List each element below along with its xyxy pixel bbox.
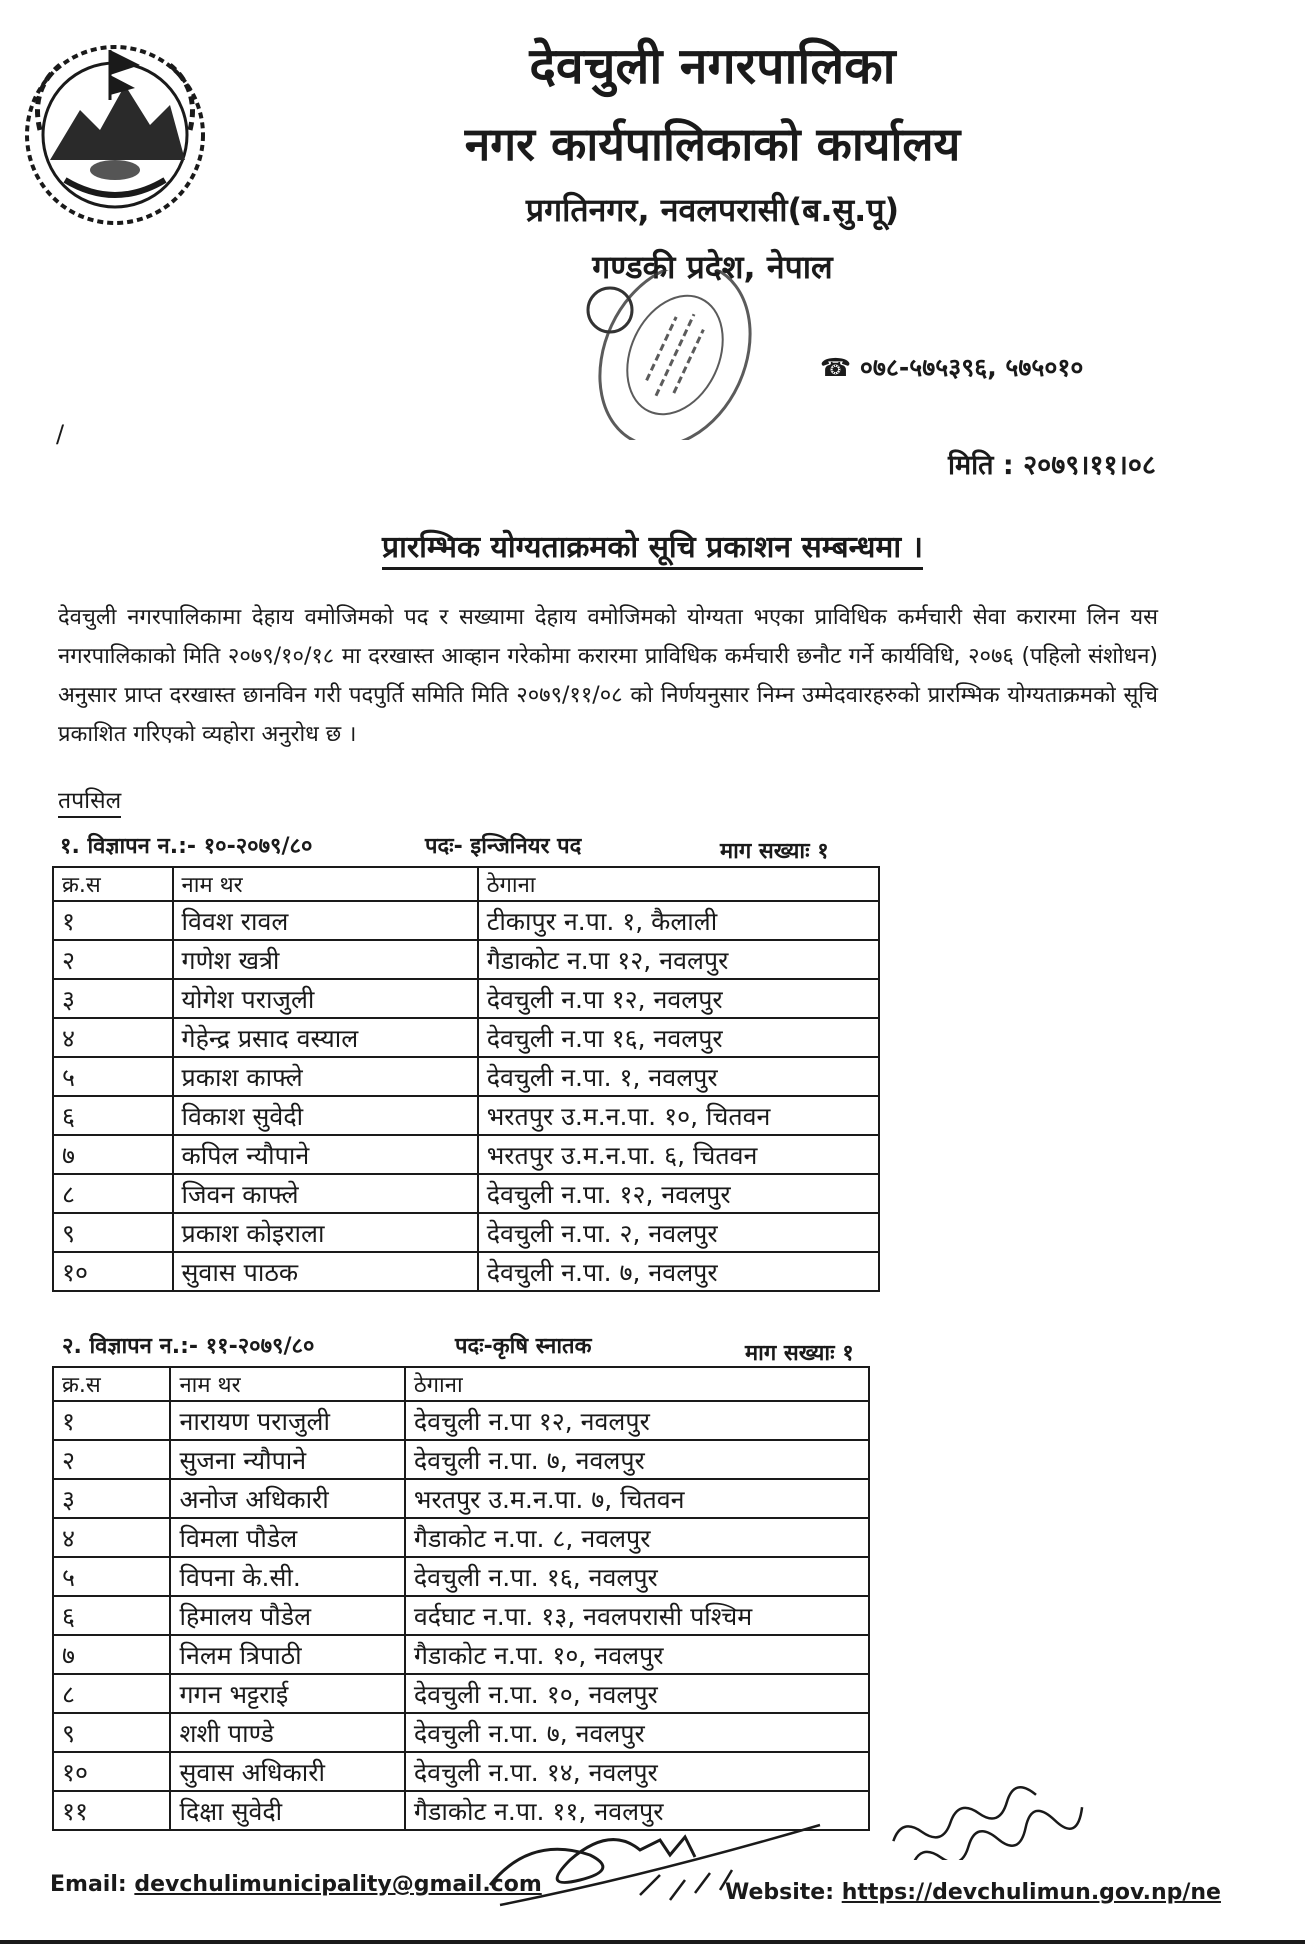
row-name: गेहेन्द्र प्रसाद वस्याल bbox=[173, 1018, 478, 1057]
table-header-row bbox=[53, 867, 879, 901]
notice-body: देवचुली नगरपालिकामा देहाय वमोजिमको पद र सख्यामा देहाय वमोजिमको योग्यता भएका प्राविधिक कर्मचारी सेवा करारमा लिन यस नगरपालिकाको मिति २०७९/१०/१८ मा दरखास्त आव्हान गरेकोमा करारमा प्राविधिक कर्मचारी छनौट गर्ने कार्यविधि, २०७६ (पहिलो संशोधन) अनुसार प्राप्त दरखास्त छानविन गरी पदपुर्ति समिति मिति २०७९/११/०८ को निर्णयनुसार निम्न उम्मेदवारहरुको प्रारम्भिक योग्यताक्रमको सूचि प्रकाशित गरिएको व्यहोरा अनुरोध छ । bbox=[58, 605, 1158, 747]
ad2-post: पदः-कृषि स्नातक bbox=[455, 1334, 592, 1359]
email-label: Email: bbox=[50, 1872, 127, 1897]
reference-mark: / bbox=[56, 420, 65, 448]
row-address: गैडाकोट न.पा. १०, नवलपुर bbox=[405, 1635, 869, 1674]
row-sn: ५ bbox=[53, 1057, 173, 1096]
col-sn-header: क्र.स bbox=[53, 1367, 170, 1401]
row-address: गैडाकोट न.पा १२, नवलपुर bbox=[478, 940, 879, 979]
row-name: विवश रावल bbox=[173, 901, 478, 940]
row-sn: ६ bbox=[53, 1096, 173, 1135]
row-address: देवचुली न.पा. ७, नवलपुर bbox=[405, 1713, 869, 1752]
row-name: अनोज अधिकारी bbox=[170, 1479, 404, 1518]
row-address: वर्दघाट न.पा. १३, नवलपरासी पश्चिम bbox=[405, 1596, 869, 1635]
row-address: भरतपुर उ.म.न.पा. ६, चितवन bbox=[478, 1135, 879, 1174]
row-sn: ११ bbox=[53, 1791, 170, 1830]
row-sn: ७ bbox=[53, 1135, 173, 1174]
ad2-notice: २. विज्ञापन न.:- ११-२०७९/८० bbox=[62, 1334, 315, 1359]
row-sn: १० bbox=[53, 1752, 170, 1791]
table-row bbox=[53, 1174, 879, 1213]
row-name: गणेश खत्री bbox=[173, 940, 478, 979]
office-province: गण्डकी प्रदेश, नेपाल bbox=[592, 248, 833, 286]
row-name: योगेश पराजुली bbox=[173, 979, 478, 1018]
row-address: देवचुली न.पा. १६, नवलपुर bbox=[405, 1557, 869, 1596]
table-row bbox=[53, 1057, 879, 1096]
row-sn: ४ bbox=[53, 1518, 170, 1557]
table-row bbox=[53, 1401, 869, 1440]
row-sn: २ bbox=[53, 940, 173, 979]
row-name: नारायण पराजुली bbox=[170, 1401, 404, 1440]
col-sn-header: क्र.स bbox=[53, 867, 173, 901]
ad1-notice: १. विज्ञापन न.:- १०-२०७९/८० bbox=[60, 834, 313, 859]
table-row bbox=[53, 940, 879, 979]
row-address: देवचुली न.पा. १०, नवलपुर bbox=[405, 1674, 869, 1713]
row-sn: १ bbox=[53, 901, 173, 940]
row-name: सुवास पाठक bbox=[173, 1252, 478, 1291]
row-address: देवचुली न.पा १२, नवलपुर bbox=[478, 979, 879, 1018]
website-link[interactable]: https://devchulimun.gov.np/ne bbox=[841, 1880, 1221, 1905]
table-row bbox=[53, 1440, 869, 1479]
row-name: विपना के.सी. bbox=[170, 1557, 404, 1596]
row-sn: २ bbox=[53, 1440, 170, 1479]
row-name: दिक्षा सुवेदी bbox=[170, 1791, 404, 1830]
row-address: भरतपुर उ.म.न.पा. १०, चितवन bbox=[478, 1096, 879, 1135]
office-stamp-icon bbox=[570, 270, 780, 440]
row-address: देवचुली न.पा १२, नवलपुर bbox=[405, 1401, 869, 1440]
table-row bbox=[53, 1018, 879, 1057]
ad1-post: पदः- इन्जिनियर पद bbox=[425, 834, 582, 859]
table-row bbox=[53, 1674, 869, 1713]
phone-icon: ☎ bbox=[820, 353, 852, 382]
row-sn: ७ bbox=[53, 1635, 170, 1674]
row-address: भरतपुर उ.म.न.पा. ७, चितवन bbox=[405, 1479, 869, 1518]
row-sn: १ bbox=[53, 1401, 170, 1440]
col-address-header: ठेगाना bbox=[405, 1367, 869, 1401]
row-name: गगन भट्टराई bbox=[170, 1674, 404, 1713]
table-row bbox=[53, 979, 879, 1018]
row-name: निलम त्रिपाठी bbox=[170, 1635, 404, 1674]
table-header-row bbox=[53, 1367, 869, 1401]
row-address: टीकापुर न.पा. १, कैलाली bbox=[478, 901, 879, 940]
row-name: विमला पौडेल bbox=[170, 1518, 404, 1557]
phone-text: ०७८-५७५३९६, ५७५०१० bbox=[859, 353, 1084, 382]
row-name: सुवास अधिकारी bbox=[170, 1752, 404, 1791]
row-sn: ८ bbox=[53, 1674, 170, 1713]
table-row bbox=[53, 901, 879, 940]
row-sn: ३ bbox=[53, 1479, 170, 1518]
org-name: देवचुली नगरपालिका bbox=[529, 37, 896, 95]
table-row bbox=[53, 1096, 879, 1135]
row-sn: ६ bbox=[53, 1596, 170, 1635]
row-address: देवचुली न.पा. २, नवलपुर bbox=[478, 1213, 879, 1252]
row-name: कपिल न्यौपाने bbox=[173, 1135, 478, 1174]
table-row bbox=[53, 1479, 869, 1518]
ad2-candidates-table bbox=[52, 1366, 870, 1831]
row-address: देवचुली न.पा. १, नवलपुर bbox=[478, 1057, 879, 1096]
table-row bbox=[53, 1213, 879, 1252]
website-label: Website: bbox=[725, 1880, 835, 1905]
row-address: देवचुली न.पा. १४, नवलपुर bbox=[405, 1752, 869, 1791]
table-row bbox=[53, 1518, 869, 1557]
row-name: विकाश सुवेदी bbox=[173, 1096, 478, 1135]
subject-text: प्रारम्भिक योग्यताक्रमको सूचि प्रकाशन सम्बन्धमा । bbox=[382, 530, 923, 570]
row-name: जिवन काफ्ले bbox=[173, 1174, 478, 1213]
notice-date: मिति : २०७९।११।०८ bbox=[948, 450, 1156, 481]
col-name-header: नाम थर bbox=[170, 1367, 404, 1401]
col-name-header: नाम थर bbox=[173, 867, 478, 901]
table-row bbox=[53, 1557, 869, 1596]
row-name: सुजना न्यौपाने bbox=[170, 1440, 404, 1479]
footer-website bbox=[725, 1880, 1221, 1905]
office-address: प्रगतिनगर, नवलपरासी(ब.सु.पू) bbox=[525, 191, 900, 229]
phone-number bbox=[820, 350, 1083, 384]
row-address: गैडाकोट न.पा. ८, नवलपुर bbox=[405, 1518, 869, 1557]
row-address: गैडाकोट न.पा. ११, नवलपुर bbox=[405, 1791, 869, 1830]
row-sn: ९ bbox=[53, 1713, 170, 1752]
row-sn: १० bbox=[53, 1252, 173, 1291]
ad1-candidates-table bbox=[52, 866, 880, 1292]
details-heading: तपसिल bbox=[58, 786, 121, 818]
row-sn: ९ bbox=[53, 1213, 173, 1252]
row-address: देवचुली न.पा. ७, नवलपुर bbox=[478, 1252, 879, 1291]
row-sn: ४ bbox=[53, 1018, 173, 1057]
table-row bbox=[53, 1713, 869, 1752]
col-address-header: ठेगाना bbox=[478, 867, 879, 901]
ad1-demand: माग सख्याः १ bbox=[720, 839, 829, 864]
row-name: प्रकाश काफ्ले bbox=[173, 1057, 478, 1096]
row-sn: ८ bbox=[53, 1174, 173, 1213]
handwritten-note bbox=[880, 1770, 1100, 1860]
table-row bbox=[53, 1252, 879, 1291]
table-row bbox=[53, 1635, 869, 1674]
email-link[interactable]: devchulimunicipality@gmail.com bbox=[134, 1872, 542, 1897]
table-row bbox=[53, 1596, 869, 1635]
row-name: शशी पाण्डे bbox=[170, 1713, 404, 1752]
row-address: देवचुली न.पा. ७, नवलपुर bbox=[405, 1440, 869, 1479]
row-address: देवचुली न.पा. १२, नवलपुर bbox=[478, 1174, 879, 1213]
office-name: नगर कार्यपालिकाको कार्यालय bbox=[464, 117, 961, 171]
row-sn: ३ bbox=[53, 979, 173, 1018]
bottom-divider bbox=[0, 1940, 1305, 1944]
footer-email bbox=[50, 1872, 542, 1897]
row-sn: ५ bbox=[53, 1557, 170, 1596]
table-row bbox=[53, 1135, 879, 1174]
ad2-demand: माग सख्याः १ bbox=[745, 1341, 854, 1366]
row-address: देवचुली न.पा १६, नवलपुर bbox=[478, 1018, 879, 1057]
notice-subject bbox=[0, 525, 1305, 566]
row-name: प्रकाश कोइराला bbox=[173, 1213, 478, 1252]
row-name: हिमालय पौडेल bbox=[170, 1596, 404, 1635]
